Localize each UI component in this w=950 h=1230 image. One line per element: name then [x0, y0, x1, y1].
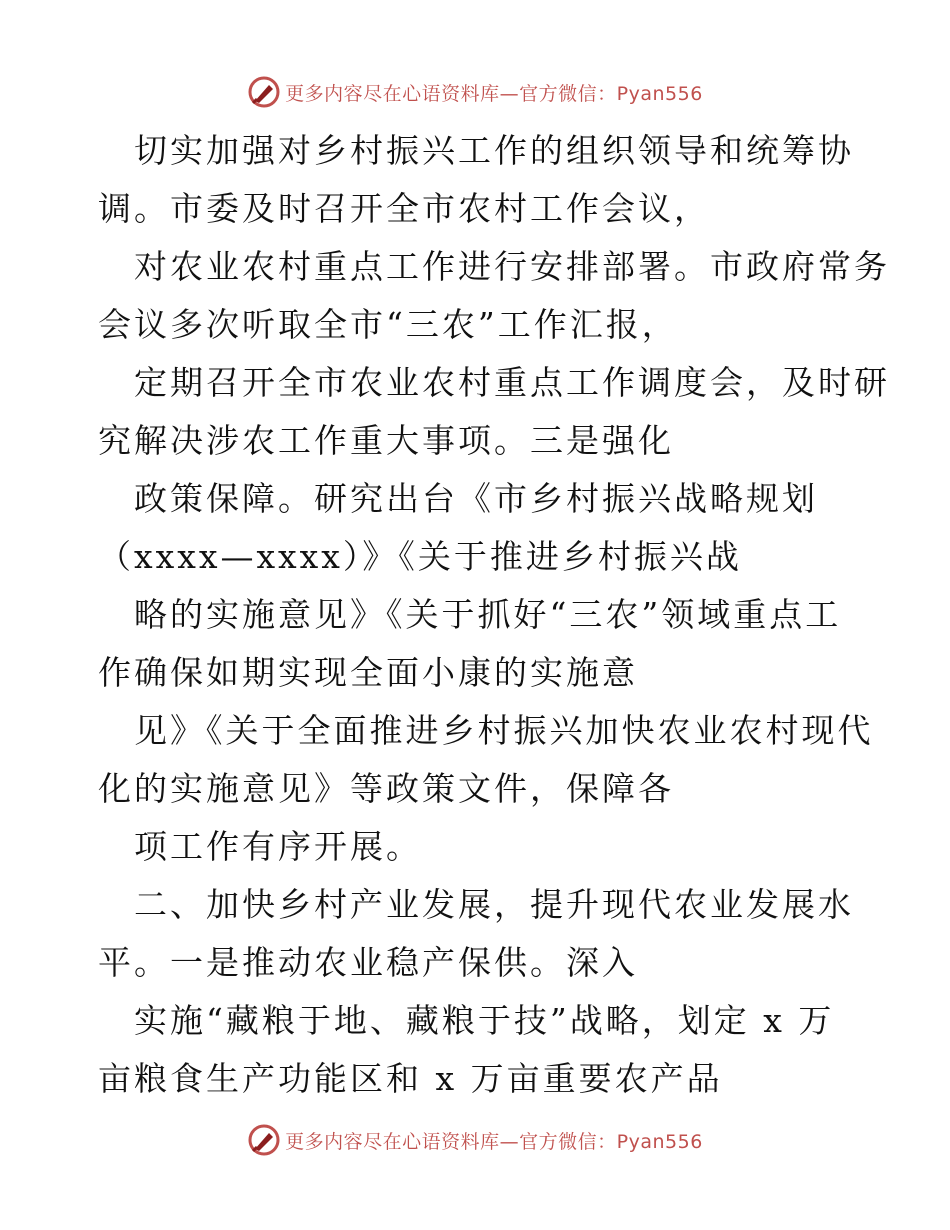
text-line: 亩粮食生产功能区和 x 万亩重要农产品 [98, 1059, 723, 1098]
text-line: 调。市委及时召开全市农村工作会议， [98, 189, 710, 228]
text-line: 化的实施意见》等政策文件，保障各 [98, 769, 674, 808]
text-line: 实施“藏粮于地、藏粮于技”战略，划定 x 万 [134, 1001, 835, 1040]
text-line: 二、加快乡村产业发展，提升现代农业发展水 [134, 885, 854, 924]
text-line: 作确保如期实现全面小康的实施意 [98, 653, 638, 692]
footer-watermark-text: 更多内容尽在心语资料库—官方微信：Pyan556 [285, 1130, 703, 1153]
text-line: 政策保障。研究出台《市乡村振兴战略规划 [134, 479, 818, 518]
header-watermark [0, 72, 950, 112]
footer-watermark [0, 1120, 950, 1160]
text-line: 略的实施意见》《关于抓好“三农”领域重点工 [134, 595, 842, 634]
text-line: 对农业农村重点工作进行安排部署。市政府常务 [134, 247, 890, 286]
header-watermark-text: 更多内容尽在心语资料库—官方微信：Pyan556 [285, 82, 703, 105]
text-line: 切实加强对乡村振兴工作的组织领导和统筹协 [134, 131, 854, 170]
pen-seal-logo-icon [247, 1123, 281, 1157]
text-line: 项工作有序开展。 [134, 827, 422, 866]
text-line: 见》《关于全面推进乡村振兴加快农业农村现代 [134, 711, 874, 750]
pen-seal-logo-icon [247, 75, 281, 109]
text-line: （xxxx—xxxx）》《关于推进乡村振兴战 [98, 537, 742, 576]
text-line: 定期召开全市农业农村重点工作调度会，及时研 [134, 363, 890, 402]
text-line: 会议多次听取全市“三农”工作汇报， [98, 305, 678, 344]
text-line: 究解决涉农工作重大事项。三是强化 [98, 421, 674, 460]
document-body [98, 122, 890, 1108]
text-line: 平。一是推动农业稳产保供。深入 [98, 943, 638, 982]
